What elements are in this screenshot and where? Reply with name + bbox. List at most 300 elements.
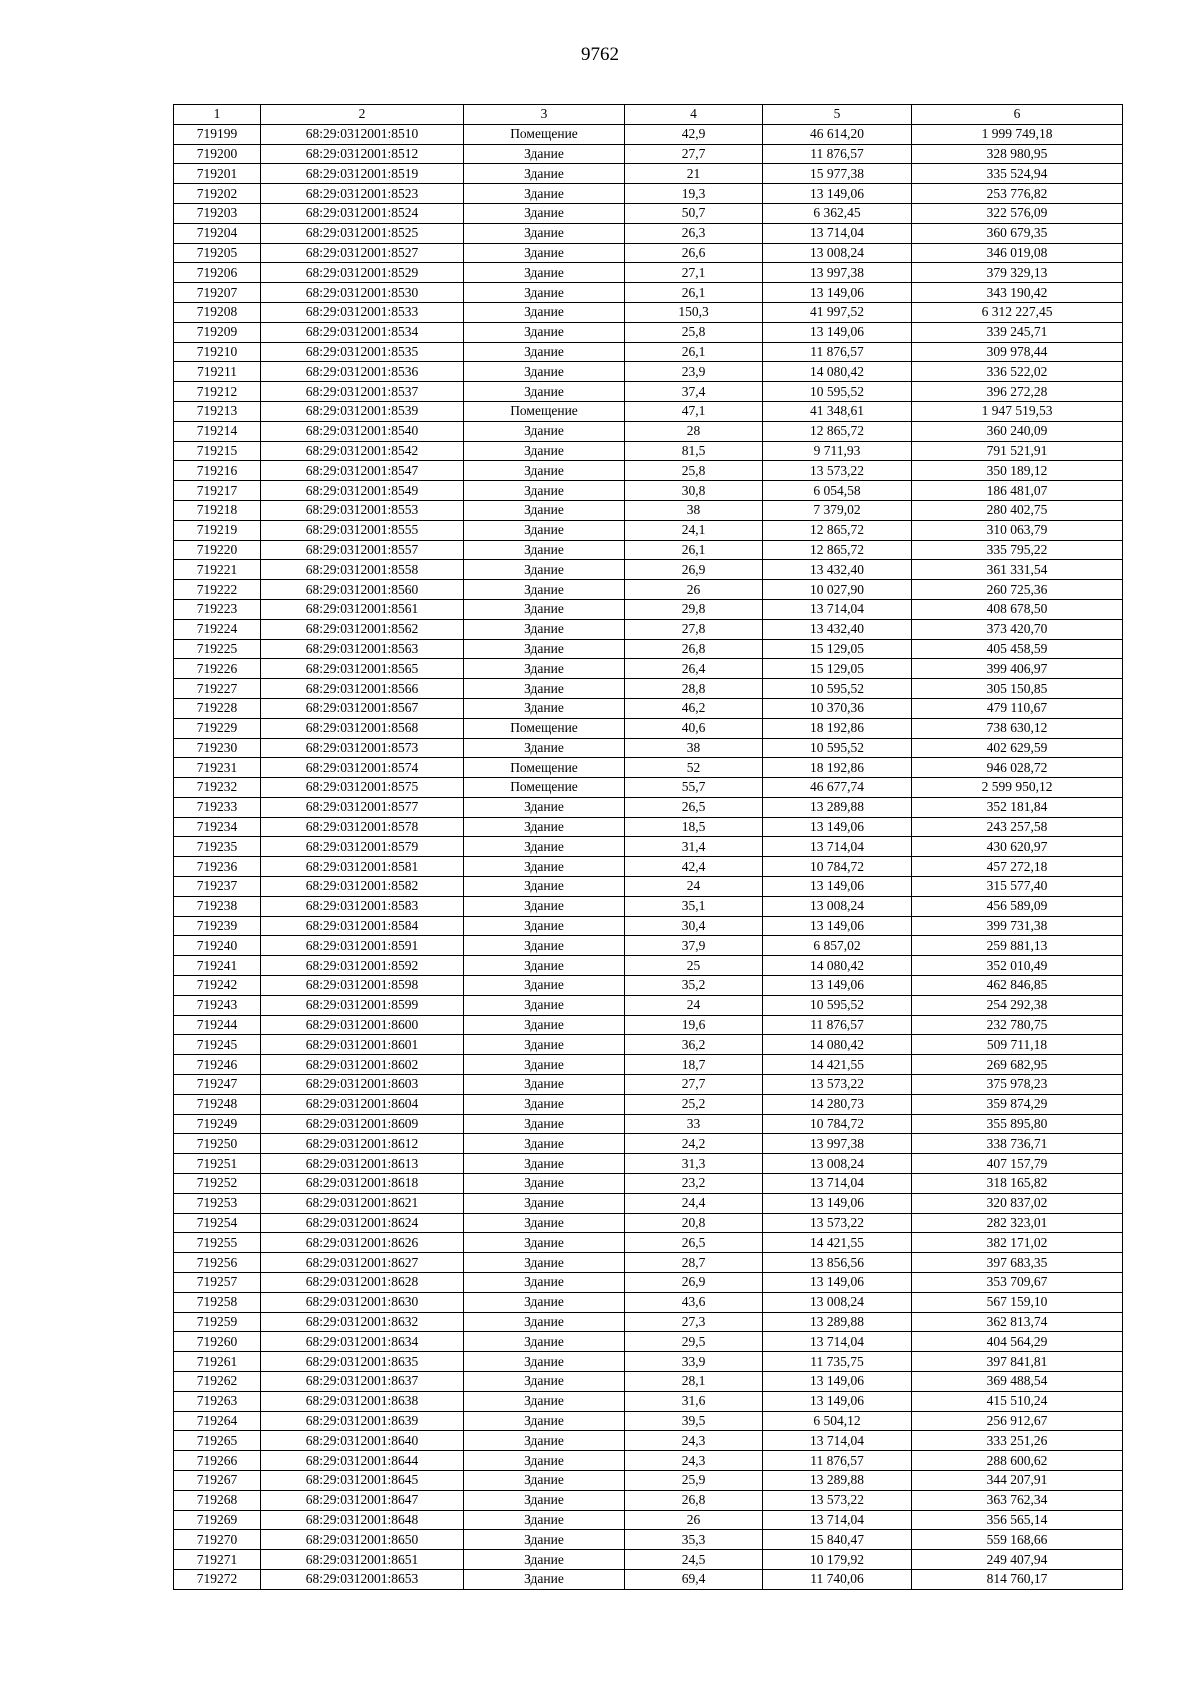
object-type-cell: Здание [464, 936, 625, 956]
area-cell: 21 [625, 164, 763, 184]
cadastral-number-cell: 68:29:0312001:8547 [261, 461, 464, 481]
column-header: 4 [625, 105, 763, 125]
cadastral-number-cell: 68:29:0312001:8561 [261, 599, 464, 619]
specific-value-cell: 41 348,61 [763, 401, 912, 421]
specific-value-cell: 13 573,22 [763, 1490, 912, 1510]
specific-value-cell: 11 876,57 [763, 342, 912, 362]
area-cell: 36,2 [625, 1035, 763, 1055]
area-cell: 18,5 [625, 817, 763, 837]
area-cell: 39,5 [625, 1411, 763, 1431]
object-type-cell: Здание [464, 1193, 625, 1213]
cadastral-number-cell: 68:29:0312001:8566 [261, 679, 464, 699]
object-type-cell: Здание [464, 481, 625, 501]
area-cell: 46,2 [625, 698, 763, 718]
row-number-cell: 719269 [174, 1510, 261, 1530]
cadastral-value-cell: 397 841,81 [912, 1352, 1123, 1372]
object-type-cell: Здание [464, 1094, 625, 1114]
specific-value-cell: 10 595,52 [763, 995, 912, 1015]
table-row [174, 837, 1123, 857]
cadastral-value-cell: 567 159,10 [912, 1292, 1123, 1312]
table-row [174, 1075, 1123, 1095]
cadastral-number-cell: 68:29:0312001:8560 [261, 580, 464, 600]
specific-value-cell: 13 289,88 [763, 1312, 912, 1332]
area-cell: 23,9 [625, 362, 763, 382]
row-number-cell: 719253 [174, 1193, 261, 1213]
cadastral-number-cell: 68:29:0312001:8512 [261, 144, 464, 164]
object-type-cell: Здание [464, 184, 625, 204]
cadastral-number-cell: 68:29:0312001:8534 [261, 322, 464, 342]
table-row [174, 342, 1123, 362]
cadastral-number-cell: 68:29:0312001:8567 [261, 698, 464, 718]
row-number-cell: 719228 [174, 698, 261, 718]
area-cell: 29,8 [625, 599, 763, 619]
area-cell: 24,1 [625, 520, 763, 540]
object-type-cell: Здание [464, 1273, 625, 1293]
area-cell: 26,6 [625, 243, 763, 263]
specific-value-cell: 13 149,06 [763, 817, 912, 837]
cadastral-number-cell: 68:29:0312001:8618 [261, 1174, 464, 1194]
cadastral-value-cell: 333 251,26 [912, 1431, 1123, 1451]
specific-value-cell: 13 149,06 [763, 184, 912, 204]
object-type-cell: Здание [464, 857, 625, 877]
row-number-cell: 719218 [174, 500, 261, 520]
area-cell: 81,5 [625, 441, 763, 461]
row-number-cell: 719247 [174, 1075, 261, 1095]
column-header: 2 [261, 105, 464, 125]
object-type-cell: Здание [464, 580, 625, 600]
row-number-cell: 719211 [174, 362, 261, 382]
row-number-cell: 719255 [174, 1233, 261, 1253]
cadastral-number-cell: 68:29:0312001:8558 [261, 560, 464, 580]
object-type-cell: Здание [464, 1292, 625, 1312]
table-row [174, 1233, 1123, 1253]
cadastral-value-cell: 339 245,71 [912, 322, 1123, 342]
area-cell: 26,5 [625, 1233, 763, 1253]
specific-value-cell: 46 677,74 [763, 778, 912, 798]
area-cell: 28 [625, 421, 763, 441]
cadastral-value-cell: 249 407,94 [912, 1550, 1123, 1570]
row-number-cell: 719199 [174, 124, 261, 144]
object-type-cell: Помещение [464, 401, 625, 421]
row-number-cell: 719268 [174, 1490, 261, 1510]
row-number-cell: 719241 [174, 956, 261, 976]
cadastral-value-cell: 1 999 749,18 [912, 124, 1123, 144]
row-number-cell: 719226 [174, 659, 261, 679]
row-number-cell: 719224 [174, 619, 261, 639]
object-type-cell: Здание [464, 956, 625, 976]
row-number-cell: 719262 [174, 1372, 261, 1392]
table-row [174, 976, 1123, 996]
cadastral-number-cell: 68:29:0312001:8575 [261, 778, 464, 798]
row-number-cell: 719245 [174, 1035, 261, 1055]
page-number: 9762 [581, 44, 619, 65]
area-cell: 26,9 [625, 1273, 763, 1293]
row-number-cell: 719235 [174, 837, 261, 857]
column-header: 1 [174, 105, 261, 125]
area-cell: 35,1 [625, 896, 763, 916]
cadastral-value-cell: 479 110,67 [912, 698, 1123, 718]
row-number-cell: 719261 [174, 1352, 261, 1372]
table-row [174, 283, 1123, 303]
area-cell: 26,8 [625, 639, 763, 659]
cadastral-value-cell: 399 406,97 [912, 659, 1123, 679]
table-row [174, 738, 1123, 758]
object-type-cell: Здание [464, 362, 625, 382]
cadastral-number-cell: 68:29:0312001:8540 [261, 421, 464, 441]
cadastral-value-cell: 259 881,13 [912, 936, 1123, 956]
area-cell: 20,8 [625, 1213, 763, 1233]
row-number-cell: 719227 [174, 679, 261, 699]
cadastral-value-cell: 282 323,01 [912, 1213, 1123, 1233]
cadastral-value-cell: 946 028,72 [912, 758, 1123, 778]
row-number-cell: 719209 [174, 322, 261, 342]
row-number-cell: 719201 [174, 164, 261, 184]
row-number-cell: 719251 [174, 1154, 261, 1174]
row-number-cell: 719252 [174, 1174, 261, 1194]
object-type-cell: Здание [464, 679, 625, 699]
area-cell: 24 [625, 995, 763, 1015]
cadastral-number-cell: 68:29:0312001:8582 [261, 877, 464, 897]
object-type-cell: Здание [464, 837, 625, 857]
cadastral-number-cell: 68:29:0312001:8648 [261, 1510, 464, 1530]
object-type-cell: Здание [464, 639, 625, 659]
cadastral-value-cell: 328 980,95 [912, 144, 1123, 164]
object-type-cell: Здание [464, 1431, 625, 1451]
object-type-cell: Помещение [464, 758, 625, 778]
area-cell: 38 [625, 738, 763, 758]
table-row [174, 1530, 1123, 1550]
table-row [174, 1451, 1123, 1471]
object-type-cell: Здание [464, 1372, 625, 1392]
cadastral-value-cell: 457 272,18 [912, 857, 1123, 877]
table-row [174, 362, 1123, 382]
area-cell: 19,3 [625, 184, 763, 204]
row-number-cell: 719225 [174, 639, 261, 659]
cadastral-number-cell: 68:29:0312001:8519 [261, 164, 464, 184]
table-row [174, 1273, 1123, 1293]
object-type-cell: Здание [464, 1490, 625, 1510]
cadastral-value-cell: 456 589,09 [912, 896, 1123, 916]
cadastral-value-cell: 232 780,75 [912, 1015, 1123, 1035]
specific-value-cell: 13 008,24 [763, 1292, 912, 1312]
table-row [174, 1470, 1123, 1490]
cadastral-number-cell: 68:29:0312001:8555 [261, 520, 464, 540]
area-cell: 18,7 [625, 1055, 763, 1075]
object-type-cell: Здание [464, 382, 625, 402]
cadastral-number-cell: 68:29:0312001:8632 [261, 1312, 464, 1332]
cadastral-value-cell: 350 189,12 [912, 461, 1123, 481]
row-number-cell: 719264 [174, 1411, 261, 1431]
row-number-cell: 719229 [174, 718, 261, 738]
area-cell: 26,8 [625, 1490, 763, 1510]
area-cell: 25,2 [625, 1094, 763, 1114]
cadastral-number-cell: 68:29:0312001:8651 [261, 1550, 464, 1570]
area-cell: 33 [625, 1114, 763, 1134]
table-row [174, 243, 1123, 263]
row-number-cell: 719213 [174, 401, 261, 421]
table-row [174, 421, 1123, 441]
object-type-cell: Здание [464, 223, 625, 243]
cadastral-value-cell: 269 682,95 [912, 1055, 1123, 1075]
table-row [174, 817, 1123, 837]
table-row [174, 223, 1123, 243]
row-number-cell: 719258 [174, 1292, 261, 1312]
object-type-cell: Здание [464, 1332, 625, 1352]
cadastral-value-cell: 402 629,59 [912, 738, 1123, 758]
cadastral-number-cell: 68:29:0312001:8627 [261, 1253, 464, 1273]
cadastral-number-cell: 68:29:0312001:8639 [261, 1411, 464, 1431]
cadastral-value-cell: 430 620,97 [912, 837, 1123, 857]
table-row [174, 1055, 1123, 1075]
specific-value-cell: 6 504,12 [763, 1411, 912, 1431]
object-type-cell: Здание [464, 1411, 625, 1431]
cadastral-value-cell: 559 168,66 [912, 1530, 1123, 1550]
cadastral-number-cell: 68:29:0312001:8535 [261, 342, 464, 362]
object-type-cell: Здание [464, 1075, 625, 1095]
area-cell: 35,3 [625, 1530, 763, 1550]
specific-value-cell: 10 784,72 [763, 1114, 912, 1134]
area-cell: 26,4 [625, 659, 763, 679]
row-number-cell: 719208 [174, 302, 261, 322]
cadastral-number-cell: 68:29:0312001:8523 [261, 184, 464, 204]
area-cell: 26,5 [625, 797, 763, 817]
cadastral-number-cell: 68:29:0312001:8527 [261, 243, 464, 263]
specific-value-cell: 13 714,04 [763, 1174, 912, 1194]
row-number-cell: 719266 [174, 1451, 261, 1471]
cadastral-value-cell: 260 725,36 [912, 580, 1123, 600]
row-number-cell: 719210 [174, 342, 261, 362]
cadastral-value-cell: 360 240,09 [912, 421, 1123, 441]
cadastral-value-cell: 336 522,02 [912, 362, 1123, 382]
object-type-cell: Здание [464, 540, 625, 560]
specific-value-cell: 14 080,42 [763, 1035, 912, 1055]
specific-value-cell: 13 008,24 [763, 243, 912, 263]
specific-value-cell: 6 857,02 [763, 936, 912, 956]
cadastral-number-cell: 68:29:0312001:8529 [261, 263, 464, 283]
row-number-cell: 719240 [174, 936, 261, 956]
table-row [174, 1550, 1123, 1570]
row-number-cell: 719260 [174, 1332, 261, 1352]
object-type-cell: Здание [464, 1253, 625, 1273]
cadastral-number-cell: 68:29:0312001:8626 [261, 1233, 464, 1253]
cadastral-value-cell: 186 481,07 [912, 481, 1123, 501]
area-cell: 24,5 [625, 1550, 763, 1570]
table-row [174, 520, 1123, 540]
cadastral-value-cell: 363 762,34 [912, 1490, 1123, 1510]
specific-value-cell: 13 573,22 [763, 1075, 912, 1095]
specific-value-cell: 11 876,57 [763, 1451, 912, 1471]
row-number-cell: 719219 [174, 520, 261, 540]
cadastral-value-cell: 253 776,82 [912, 184, 1123, 204]
specific-value-cell: 13 149,06 [763, 322, 912, 342]
cadastral-value-cell: 256 912,67 [912, 1411, 1123, 1431]
area-cell: 150,3 [625, 302, 763, 322]
object-type-cell: Здание [464, 817, 625, 837]
row-number-cell: 719257 [174, 1273, 261, 1293]
table-row [174, 322, 1123, 342]
table-row [174, 461, 1123, 481]
specific-value-cell: 13 149,06 [763, 1391, 912, 1411]
specific-value-cell: 13 997,38 [763, 1134, 912, 1154]
area-cell: 25,9 [625, 1470, 763, 1490]
row-number-cell: 719243 [174, 995, 261, 1015]
object-type-cell: Здание [464, 441, 625, 461]
cadastral-number-cell: 68:29:0312001:8609 [261, 1114, 464, 1134]
area-cell: 25,8 [625, 461, 763, 481]
object-type-cell: Здание [464, 342, 625, 362]
table-row [174, 1114, 1123, 1134]
cadastral-number-cell: 68:29:0312001:8525 [261, 223, 464, 243]
specific-value-cell: 6 054,58 [763, 481, 912, 501]
area-cell: 43,6 [625, 1292, 763, 1312]
cadastral-value-table [173, 104, 1123, 1590]
area-cell: 31,6 [625, 1391, 763, 1411]
cadastral-value-cell: 320 837,02 [912, 1193, 1123, 1213]
table-row [174, 1253, 1123, 1273]
specific-value-cell: 13 149,06 [763, 916, 912, 936]
table-row [174, 718, 1123, 738]
cadastral-number-cell: 68:29:0312001:8591 [261, 936, 464, 956]
area-cell: 28,8 [625, 679, 763, 699]
specific-value-cell: 14 080,42 [763, 362, 912, 382]
object-type-cell: Здание [464, 1213, 625, 1233]
object-type-cell: Здание [464, 995, 625, 1015]
table-row [174, 896, 1123, 916]
specific-value-cell: 13 149,06 [763, 283, 912, 303]
cadastral-number-cell: 68:29:0312001:8621 [261, 1193, 464, 1213]
table-row [174, 599, 1123, 619]
table-row [174, 124, 1123, 144]
area-cell: 27,7 [625, 1075, 763, 1095]
table-row [174, 916, 1123, 936]
table-row [174, 401, 1123, 421]
object-type-cell: Здание [464, 1451, 625, 1471]
cadastral-value-cell: 814 760,17 [912, 1569, 1123, 1589]
cadastral-number-cell: 68:29:0312001:8573 [261, 738, 464, 758]
object-type-cell: Здание [464, 797, 625, 817]
specific-value-cell: 6 362,45 [763, 203, 912, 223]
cadastral-value-cell: 309 978,44 [912, 342, 1123, 362]
row-number-cell: 719202 [174, 184, 261, 204]
cadastral-value-cell: 338 736,71 [912, 1134, 1123, 1154]
cadastral-value-cell: 243 257,58 [912, 817, 1123, 837]
specific-value-cell: 11 876,57 [763, 1015, 912, 1035]
cadastral-value-cell: 408 678,50 [912, 599, 1123, 619]
row-number-cell: 719256 [174, 1253, 261, 1273]
area-cell: 26,9 [625, 560, 763, 580]
cadastral-value-cell: 2 599 950,12 [912, 778, 1123, 798]
table-row [174, 857, 1123, 877]
specific-value-cell: 13 714,04 [763, 1510, 912, 1530]
row-number-cell: 719236 [174, 857, 261, 877]
table-row [174, 1431, 1123, 1451]
area-cell: 28,1 [625, 1372, 763, 1392]
cadastral-value-cell: 382 171,02 [912, 1233, 1123, 1253]
cadastral-number-cell: 68:29:0312001:8524 [261, 203, 464, 223]
row-number-cell: 719234 [174, 817, 261, 837]
cadastral-number-cell: 68:29:0312001:8624 [261, 1213, 464, 1233]
area-cell: 33,9 [625, 1352, 763, 1372]
cadastral-value-cell: 379 329,13 [912, 263, 1123, 283]
area-cell: 27,7 [625, 144, 763, 164]
cadastral-value-cell: 310 063,79 [912, 520, 1123, 540]
area-cell: 24,2 [625, 1134, 763, 1154]
area-cell: 50,7 [625, 203, 763, 223]
object-type-cell: Здание [464, 144, 625, 164]
object-type-cell: Здание [464, 1015, 625, 1035]
specific-value-cell: 15 977,38 [763, 164, 912, 184]
object-type-cell: Здание [464, 916, 625, 936]
specific-value-cell: 12 865,72 [763, 520, 912, 540]
cadastral-value-cell: 343 190,42 [912, 283, 1123, 303]
object-type-cell: Помещение [464, 718, 625, 738]
object-type-cell: Здание [464, 1352, 625, 1372]
table-row [174, 659, 1123, 679]
object-type-cell: Здание [464, 302, 625, 322]
row-number-cell: 719230 [174, 738, 261, 758]
object-type-cell: Здание [464, 619, 625, 639]
table-row [174, 203, 1123, 223]
table-row [174, 877, 1123, 897]
specific-value-cell: 13 714,04 [763, 1332, 912, 1352]
cadastral-number-cell: 68:29:0312001:8510 [261, 124, 464, 144]
cadastral-value-cell: 462 846,85 [912, 976, 1123, 996]
object-type-cell: Здание [464, 976, 625, 996]
row-number-cell: 719203 [174, 203, 261, 223]
cadastral-value-cell: 344 207,91 [912, 1470, 1123, 1490]
object-type-cell: Здание [464, 560, 625, 580]
object-type-cell: Здание [464, 1470, 625, 1490]
row-number-cell: 719259 [174, 1312, 261, 1332]
table-row [174, 619, 1123, 639]
specific-value-cell: 10 179,92 [763, 1550, 912, 1570]
object-type-cell: Здание [464, 896, 625, 916]
area-cell: 35,2 [625, 976, 763, 996]
object-type-cell: Здание [464, 1055, 625, 1075]
cadastral-value-cell: 356 565,14 [912, 1510, 1123, 1530]
specific-value-cell: 13 149,06 [763, 976, 912, 996]
row-number-cell: 719212 [174, 382, 261, 402]
object-type-cell: Здание [464, 659, 625, 679]
area-cell: 25,8 [625, 322, 763, 342]
specific-value-cell: 13 149,06 [763, 1372, 912, 1392]
object-type-cell: Здание [464, 1233, 625, 1253]
row-number-cell: 719214 [174, 421, 261, 441]
cadastral-number-cell: 68:29:0312001:8598 [261, 976, 464, 996]
table-row [174, 1490, 1123, 1510]
cadastral-number-cell: 68:29:0312001:8530 [261, 283, 464, 303]
specific-value-cell: 7 379,02 [763, 500, 912, 520]
cadastral-value-cell: 346 019,08 [912, 243, 1123, 263]
area-cell: 26,1 [625, 540, 763, 560]
object-type-cell: Здание [464, 421, 625, 441]
specific-value-cell: 18 192,86 [763, 758, 912, 778]
specific-value-cell: 13 573,22 [763, 461, 912, 481]
specific-value-cell: 11 735,75 [763, 1352, 912, 1372]
specific-value-cell: 41 997,52 [763, 302, 912, 322]
table-row [174, 1411, 1123, 1431]
table-header-row [174, 105, 1123, 125]
cadastral-number-cell: 68:29:0312001:8584 [261, 916, 464, 936]
cadastral-value-cell: 318 165,82 [912, 1174, 1123, 1194]
object-type-cell: Здание [464, 1530, 625, 1550]
row-number-cell: 719221 [174, 560, 261, 580]
specific-value-cell: 12 865,72 [763, 421, 912, 441]
specific-value-cell: 15 129,05 [763, 639, 912, 659]
cadastral-number-cell: 68:29:0312001:8536 [261, 362, 464, 382]
cadastral-number-cell: 68:29:0312001:8579 [261, 837, 464, 857]
row-number-cell: 719270 [174, 1530, 261, 1550]
